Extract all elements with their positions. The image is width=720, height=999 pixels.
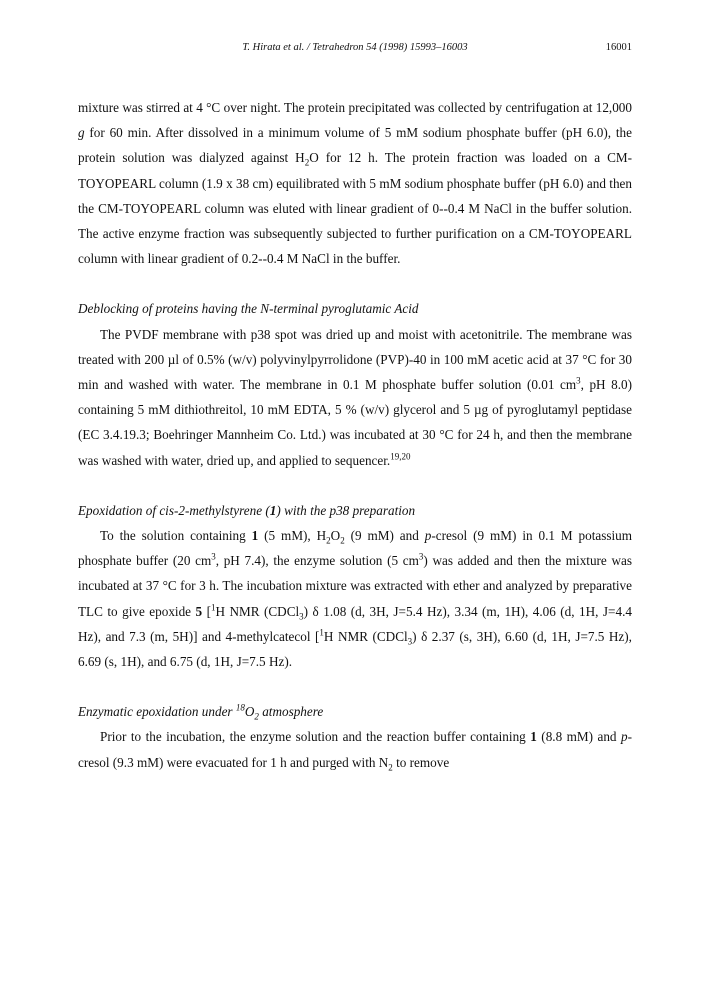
paragraph-deblocking (78, 322, 632, 473)
text-run: H NMR (CDCl (215, 603, 300, 619)
text-run: Epoxidation of cis-2-methylstyrene ( (78, 502, 270, 518)
text-run: Prior to the incubation, the enzyme solution and the reaction buffer containing (100, 729, 531, 745)
section-heading-epoxidation (78, 498, 632, 523)
subscript: 2 (388, 762, 393, 773)
italic-p: p (424, 528, 432, 544)
italic-p: p (621, 729, 628, 745)
text-run: Enzymatic epoxidation under (78, 704, 236, 720)
running-head-citation: T. Hirata et al. / Tetrahedron 54 (1998) 15993–16003 (242, 42, 468, 53)
superscript: 1 (319, 627, 324, 638)
text-run: mixture was stirred at 4 °C over night. The protein precipitated was collected by centrifugation at 12,000 (78, 100, 632, 115)
page-number: 16001 (605, 42, 632, 53)
text-run: -cresol (9.3 mM) were evacuated for 1 h and purged with N (78, 729, 632, 770)
paragraph-epoxidation (78, 523, 632, 674)
reference-superscript: 19,20 (390, 451, 411, 462)
text-run: O (244, 704, 255, 720)
text-run: (9 mM) and (344, 528, 425, 544)
paragraph-18o2 (78, 724, 632, 774)
section-heading-18o2 (78, 699, 632, 724)
text-run: , pH 7.4), the enzyme solution (5 cm (215, 553, 419, 569)
text-run: , pH 8.0) containing 5 mM dithiothreitol, 10 mM EDTA, 5 % (w/v) glycerol and 5 µg of pyroglutamyl peptidase (EC 3.4.19.3; Boehringer Mannheim Co. Ltd.) was incubated at 30 °C for 24 h, and then the membrane was washed with water, dried up, and applied to sequencer. (78, 377, 632, 468)
text-run: (5 mM), H (258, 528, 327, 544)
text-run: -cresol (9 mM) in 0.1 M potassium phosphate buffer (20 cm (78, 528, 632, 569)
text-run: ) with the p38 preparation (276, 502, 416, 518)
compound-number: 1 (251, 528, 259, 544)
text-run: The PVDF membrane with p38 spot was dried up and moist with acetonitrile. The membrane was treated with 200 µl of 0.5% (w/v) polyvinylpyrrolidone (PVP)-40 in 100 mM acetic acid at 37 °C for 30 min and washed with water. The membrane in 0.1 M phosphate buffer solution (0.01 cm (78, 326, 632, 393)
text-run: ) δ 1.08 (d, 3H, J=5.4 Hz), 3.34 (m, 1H), 4.06 (d, 1H, J=4.4 Hz), and 7.3 (m, 5H)] and 4-methylcatecol [ (78, 603, 632, 644)
paragraph-purification (78, 95, 632, 271)
superscript: 3 (576, 375, 581, 386)
superscript: 3 (211, 551, 216, 562)
section-heading-deblocking: Deblocking of proteins having the N-terminal pyroglutamic Acid (78, 301, 419, 317)
subscript: 3 (299, 611, 304, 622)
subscript: 2 (254, 711, 259, 722)
superscript: 3 (418, 551, 424, 562)
subscript: 2 (304, 158, 310, 169)
text-run: [ (202, 603, 211, 619)
text-run: ) was added and then the mixture was incubated at 37 °C for 3 h. The incubation mixture was extracted with ether and analyzed by preparative TLC to give epoxide (78, 553, 632, 619)
superscript: 1 (210, 602, 216, 613)
text-run: atmosphere (258, 704, 324, 720)
text-run: H NMR (CDCl (323, 628, 408, 644)
text-run: (8.8 mM) and (536, 729, 621, 745)
subscript: 2 (340, 535, 345, 546)
italic-g: g (78, 125, 85, 141)
text-run: O (330, 528, 341, 544)
article-body (78, 95, 632, 775)
text-run: O for 12 h. The protein fraction was loaded on a CM-TOYOPEARL column (1.9 x 38 cm) equilibrated with 5 mM sodium phosphate buffer (pH 6.0) and then the CM-TOYOPEARL column was eluted with linear gradient of 0--0.4 M NaCl in the buffer solution. The active enzyme fraction was subsequently subjected to further purification on a CM-TOYOPEARL column with linear gradient of 0.2--0.4 M NaCl in the buffer. (78, 150, 632, 267)
text-run: ) δ 2.37 (s, 3H), 6.60 (d, 1H, J=7.5 Hz), 6.69 (s, 1H), and 6.75 (d, 1H, J=7.5 Hz). (78, 628, 632, 670)
text-run: to remove (392, 754, 450, 770)
superscript: 18 (235, 702, 245, 713)
subscript: 2 (326, 535, 331, 546)
text-run: for 60 min. After dissolved in a minimum volume of 5 mM sodium phosphate buffer (pH 6.0), the protein solution was dialyzed against H (78, 125, 632, 166)
compound-number: 1 (530, 729, 537, 745)
subscript: 3 (407, 636, 413, 647)
text-run: To the solution containing (100, 528, 252, 544)
compound-number: 1 (269, 502, 277, 518)
compound-number: 5 (195, 603, 203, 619)
